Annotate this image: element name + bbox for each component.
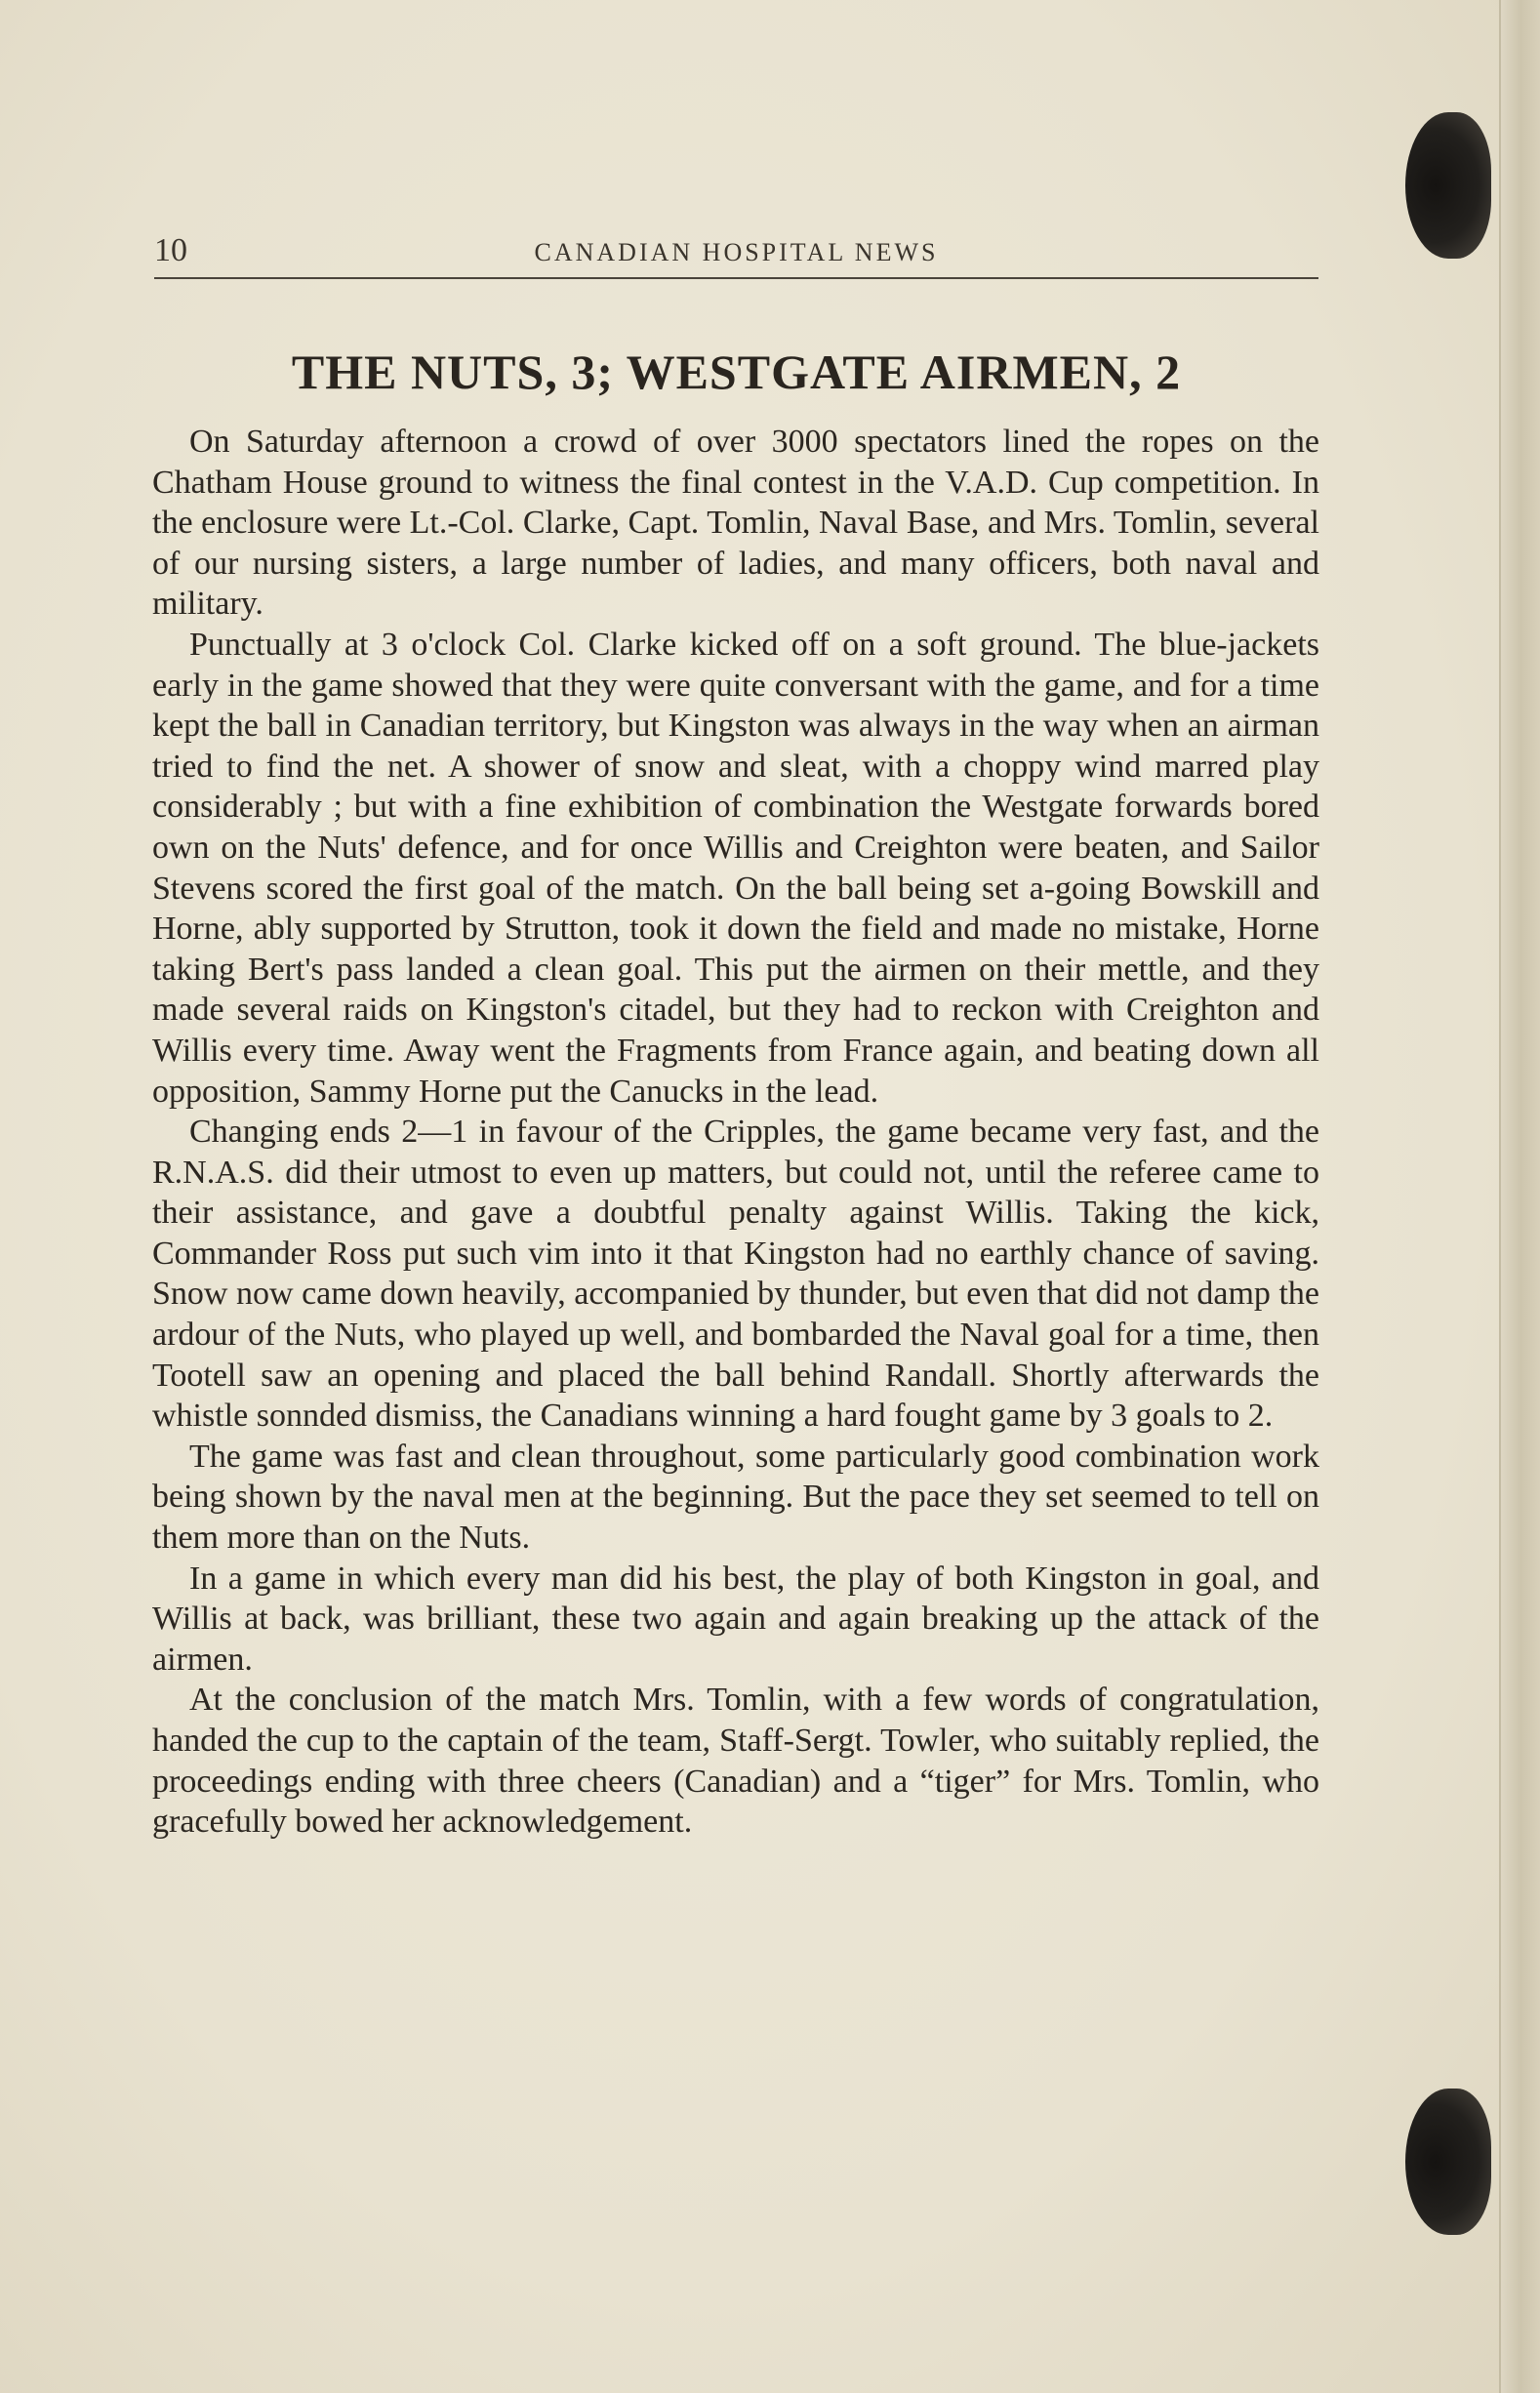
article-paragraph: At the conclusion of the match Mrs. Tomlin, with a few words of congratulation, handed the cup to the captain of the team, Staff-Sergt. Towler, who suitably replied, the proceedings ending with three cheers (Canadian) and a “tiger” for Mrs. Tomlin, who gracefully bowed her acknowledgement. bbox=[152, 1682, 1319, 1841]
article-headline: THE NUTS, 3; WESTGATE AIRMEN, 2 bbox=[291, 344, 1182, 399]
article-paragraph: Punctually at 3 o'clock Col. Clarke kicked off on a soft ground. The blue-jackets early in the game showed that they were quite conversant with the game, and for a time kept the ball in Canadian territory, but Kingston was always in the way when an airman tried to find the net. A shower of snow and sleat, with a choppy wind marred play considerably ; but with a fine exhibition of combination the Westgate forwards bored own on the Nuts' defence, and for once Willis and Creighton were beaten, and Sailor Stevens scored the first goal of the match. On the ball being set a-going Bowskill and Horne, ably supported by Strutton, took it down the field and made no mistake, Horne taking Bert's pass landed a clean goal. This put the airmen on their mettle, and they made several raids on Kingston's citadel, but they had to reckon with Creighton and Willis every time. Away went the Fragments from France again, and beating down all opposition, Sammy Horne put the Canucks in the lead. bbox=[152, 626, 1319, 1110]
article-paragraph: In a game in which every man did his best, the play of both Kingston in goal, and Willis at back, was brilliant, these two again and again breaking up the attack of the airmen. bbox=[152, 1560, 1319, 1678]
binding-hole-top bbox=[1405, 112, 1491, 259]
article-paragraph: The game was fast and clean throughout, some particularly good combination work being shown by the naval men at the beginning. But the pace they set seemed to tell on them more than on the Nuts. bbox=[152, 1438, 1319, 1557]
page-number: 10 bbox=[154, 232, 187, 268]
article-paragraph: On Saturday afternoon a crowd of over 3000 spectators lined the ropes on the Chatham House ground to witness the final contest in the V.A.D. Cup competition. In the enclosure were Lt.-Col. Clarke, Capt. Tomlin, Naval Base, and Mrs. Tomlin, several of our nursing sisters, a large number of ladies, and many officers, both naval and military. bbox=[152, 424, 1319, 623]
article-body bbox=[152, 422, 1319, 1843]
binding-hole-bottom bbox=[1405, 2089, 1491, 2235]
page-binding-edge bbox=[1499, 0, 1540, 2393]
running-header bbox=[154, 226, 1318, 279]
article-paragraph: Changing ends 2—1 in favour of the Cripples, the game became very fast, and the R.N.A.S. did their utmost to even up matters, but could not, until the referee came to their assistance, and gave a doubtful penalty against Willis. Taking the kick, Commander Ross put such vim into it that Kingston had no earthly chance of saving. Snow now came down heavily, accompanied by thunder, but even that did not damp the ardour of the Nuts, who played up well, and bombarded the Naval goal for a time, then Tootell saw an opening and placed the ball behind Randall. Shortly afterwards the whistle sonnded dismiss, the Canadians winning a hard fought game by 3 goals to 2. bbox=[152, 1114, 1319, 1435]
journal-name: CANADIAN HOSPITAL NEWS bbox=[534, 238, 939, 266]
